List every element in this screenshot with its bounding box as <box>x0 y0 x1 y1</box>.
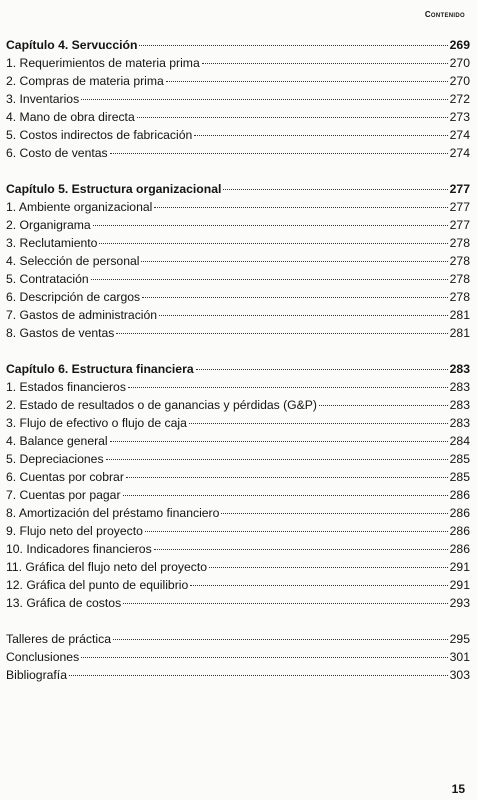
entry-page-number: 278 <box>449 254 470 268</box>
entry-page-number: 283 <box>449 416 470 430</box>
toc-entry <box>6 288 470 306</box>
entry-page-number: 286 <box>449 488 470 502</box>
entry-title: 7. Gastos de administración <box>6 308 158 322</box>
dot-leader <box>123 603 447 604</box>
toc-entry <box>6 306 470 324</box>
dot-leader <box>128 387 448 388</box>
entry-page-number: 301 <box>449 650 470 664</box>
dot-leader <box>319 405 448 406</box>
toc-entry <box>6 324 470 342</box>
entry-title: 2. Compras de materia prima <box>6 74 164 88</box>
entry-page-number: 303 <box>449 668 470 682</box>
dot-leader <box>99 243 447 244</box>
entry-page-number: 283 <box>449 398 470 412</box>
entry-title: 13. Gráfica de costos <box>6 596 122 610</box>
entry-page-number: 272 <box>449 92 470 106</box>
entry-page-number: 295 <box>449 632 470 646</box>
chapter-title: Capítulo 4. Servucción <box>6 38 138 52</box>
toc-entry <box>6 522 470 540</box>
toc-entry <box>6 558 470 576</box>
toc-entry <box>6 486 470 504</box>
entry-title: 10. Indicadores financieros <box>6 542 152 556</box>
entry-page-number: 285 <box>449 470 470 484</box>
entry-page-number: 283 <box>449 380 470 394</box>
dot-leader <box>139 45 447 46</box>
toc-entry <box>6 396 470 414</box>
entry-page-number: 269 <box>449 38 470 52</box>
dot-leader <box>142 297 448 298</box>
dot-leader <box>145 531 448 532</box>
entry-title: 11. Gráfica del flujo neto del proyecto <box>6 560 207 574</box>
entry-page-number: 286 <box>449 506 470 520</box>
dot-leader <box>126 477 448 478</box>
entry-page-number: 278 <box>449 236 470 250</box>
entry-title: 5. Contratación <box>6 272 89 286</box>
toc-entry <box>6 576 470 594</box>
toc-entry <box>6 468 470 486</box>
entry-title: 1. Estados financieros <box>6 380 126 394</box>
entry-title: Talleres de práctica <box>6 632 111 646</box>
dot-leader <box>223 189 447 190</box>
toc-entry <box>6 666 470 684</box>
dot-leader <box>141 261 447 262</box>
toc-entry <box>6 450 470 468</box>
dot-leader <box>123 495 448 496</box>
toc-entry <box>6 414 470 432</box>
chapter-heading <box>6 36 470 54</box>
toc-entry <box>6 126 470 144</box>
entry-page-number: 281 <box>449 308 470 322</box>
entry-page-number: 270 <box>449 56 470 70</box>
entry-page-number: 286 <box>449 542 470 556</box>
entry-title: 4. Balance general <box>6 434 108 448</box>
toc-entry <box>6 108 470 126</box>
toc-entry <box>6 234 470 252</box>
toc-entry <box>6 504 470 522</box>
dot-leader <box>69 675 448 676</box>
chapter-heading <box>6 360 470 378</box>
entry-page-number: 278 <box>449 272 470 286</box>
dot-leader <box>106 459 448 460</box>
dot-leader <box>202 63 448 64</box>
entry-title: 6. Descripción de cargos <box>6 290 141 304</box>
dot-leader <box>110 153 448 154</box>
section-gap <box>6 612 470 630</box>
entry-title: 3. Flujo de efectivo o flujo de caja <box>6 416 187 430</box>
entry-page-number: 285 <box>449 452 470 466</box>
entry-title: 4. Selección de personal <box>6 254 140 268</box>
entry-page-number: 291 <box>449 560 470 574</box>
entry-page-number: 281 <box>449 326 470 340</box>
dot-leader <box>159 315 448 316</box>
toc-entry <box>6 198 470 216</box>
entry-title: 5. Depreciaciones <box>6 452 104 466</box>
entry-page-number: 293 <box>449 596 470 610</box>
toc-entry <box>6 648 470 666</box>
section-gap <box>6 162 470 180</box>
entry-title: 4. Mano de obra directa <box>6 110 135 124</box>
entry-page-number: 286 <box>449 524 470 538</box>
dot-leader <box>81 99 447 100</box>
running-head: Contenido <box>424 10 465 19</box>
entry-page-number: 278 <box>449 290 470 304</box>
toc-entry <box>6 432 470 450</box>
dot-leader <box>113 639 448 640</box>
entry-page-number: 277 <box>449 218 470 232</box>
entry-title: 5. Costos indirectos de fabricación <box>6 128 193 142</box>
toc-entry <box>6 270 470 288</box>
entry-page-number: 277 <box>449 182 470 196</box>
entry-title: 7. Cuentas por pagar <box>6 488 121 502</box>
entry-title: 6. Cuentas por cobrar <box>6 470 124 484</box>
entry-title: 2. Estado de resultados o de ganancias y pérdidas (G&P) <box>6 398 317 412</box>
toc-entry <box>6 630 470 648</box>
toc-entry <box>6 54 470 72</box>
chapter-title: Capítulo 5. Estructura organizacional <box>6 182 222 196</box>
dot-leader <box>196 369 448 370</box>
entry-title: 1. Ambiente organizacional <box>6 200 153 214</box>
entry-title: 12. Gráfica del punto de equilibrio <box>6 578 189 592</box>
dot-leader <box>194 135 447 136</box>
page-number: 15 <box>451 782 465 796</box>
toc-entry <box>6 90 470 108</box>
dot-leader <box>116 333 447 334</box>
dot-leader <box>93 225 448 226</box>
entry-page-number: 273 <box>449 110 470 124</box>
entry-page-number: 274 <box>449 128 470 142</box>
dot-leader <box>137 117 448 118</box>
entry-page-number: 283 <box>449 362 470 376</box>
chapter-heading <box>6 180 470 198</box>
dot-leader <box>110 441 448 442</box>
toc-entry <box>6 216 470 234</box>
chapter-title: Capítulo 6. Estructura financiera <box>6 362 194 376</box>
dot-leader <box>209 567 448 568</box>
dot-leader <box>189 423 448 424</box>
entry-title: 3. Inventarios <box>6 92 80 106</box>
toc-entry <box>6 72 470 90</box>
entry-title: 2. Organigrama <box>6 218 91 232</box>
entry-page-number: 291 <box>449 578 470 592</box>
dot-leader <box>190 585 447 586</box>
entry-page-number: 270 <box>449 74 470 88</box>
dot-leader <box>81 657 447 658</box>
toc-entry <box>6 540 470 558</box>
entry-title: Bibliografía <box>6 668 67 682</box>
entry-title: 8. Gastos de ventas <box>6 326 115 340</box>
entry-title: 9. Flujo neto del proyecto <box>6 524 143 538</box>
entry-title: 6. Costo de ventas <box>6 146 108 160</box>
dot-leader <box>154 207 447 208</box>
toc-entry <box>6 252 470 270</box>
entry-page-number: 277 <box>449 200 470 214</box>
dot-leader <box>221 513 447 514</box>
dot-leader <box>166 81 448 82</box>
section-gap <box>6 342 470 360</box>
toc-entry <box>6 144 470 162</box>
entry-page-number: 284 <box>449 434 470 448</box>
entry-title: 8. Amortización del préstamo financiero <box>6 506 220 520</box>
table-of-contents <box>6 36 470 684</box>
toc-entry <box>6 594 470 612</box>
entry-title: 3. Reclutamiento <box>6 236 98 250</box>
dot-leader <box>154 549 448 550</box>
entry-page-number: 274 <box>449 146 470 160</box>
dot-leader <box>91 279 448 280</box>
entry-title: Conclusiones <box>6 650 80 664</box>
entry-title: 1. Requerimientos de materia prima <box>6 56 200 70</box>
toc-entry <box>6 378 470 396</box>
